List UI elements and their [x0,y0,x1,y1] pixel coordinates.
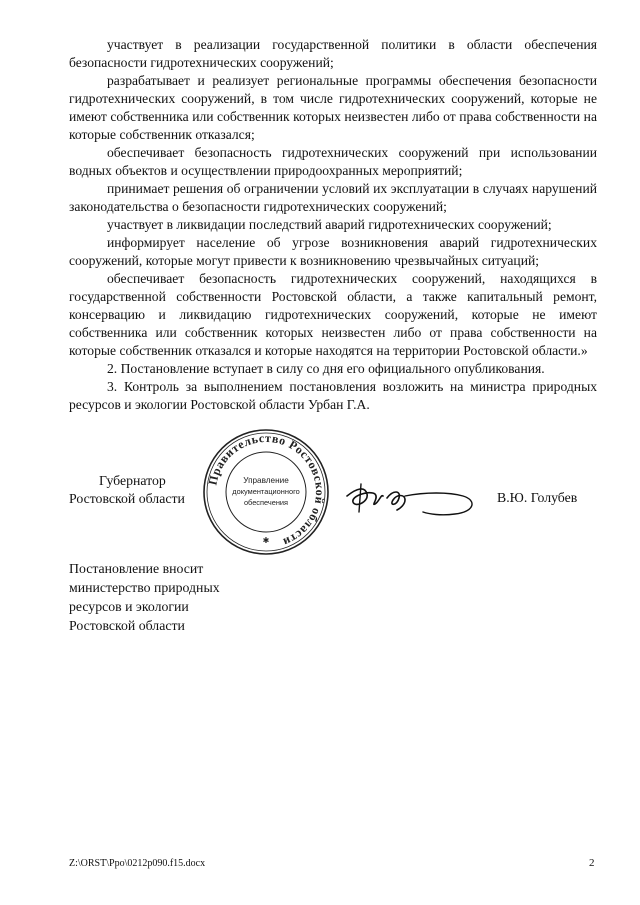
signer-name: В.Ю. Голубев [497,490,578,505]
signer-position-line2: Ростовской области [69,491,185,506]
stamp-star-icon: ✱ [262,536,270,545]
paragraph-2: разрабатывает и реализует региональные программы обеспечения безопасности гидротехнических сооружений, в том числе гидротехнических сооружений, которые не имеют собственника или собственник которых неизвестен либо от права собственности на которые собственник отказался; [69,73,597,142]
handwritten-signature [345,474,480,524]
paragraph-7: обеспечивает безопасность гидротехнических сооружений, находящихся в государственной собственности Ростовской области, а также капитальный ремонт, консервацию и ликвидацию гидротехнических сооружений, которые не имеют собственника или собственник которых неизвестен либо от права собственности на которые собственник отказался и которые находятся на территории Ростовской области.» [69,271,597,358]
paragraph-8: 2. Постановление вступает в силу со дня его официального опубликования. [107,361,545,376]
paragraph-1: участвует в реализации государственной политики в области обеспечения безопасности гидротехнических сооружений; [69,37,597,70]
footer-file-path: Z:\ORST\Ppo\0212p090.f15.docx [69,858,206,869]
paragraph-3: обеспечивает безопасность гидротехнических сооружений при использовании водных объектов и осуществлении природоохранных мероприятий; [69,145,597,178]
note-line-3: ресурсов и экологии [69,599,189,614]
note-line-4: Ростовской области [69,618,185,633]
paragraph-6: информирует население об угрозе возникновения аварий гидротехнических сооружений, которые могут привести к возникновению чрезвычайных ситуаций; [69,235,597,268]
document-body [69,36,597,414]
stamp-center-line1: Управление [243,476,289,485]
signer-position-line1: Губернатор [99,473,166,488]
stamp-center-line3: обеспечения [243,498,289,507]
stamp-ring-text: Правительство Ростовской области [205,430,328,550]
paragraph-5: участвует в ликвидации последствий аварий гидротехнических сооружений; [107,217,552,232]
submitted-by-note [69,559,220,635]
official-stamp [201,427,331,557]
stamp-center-line2: документационного [232,487,300,496]
paragraph-9: 3. Контроль за выполнением постановления возложить на министра природных ресурсов и экологии Ростовской области Урбан Г.А. [69,379,597,412]
page-number: 2 [589,857,595,869]
note-line-2: министерство природных [69,580,220,595]
paragraph-4: принимает решения об ограничении условий их эксплуатации в случаях нарушений законодательства о безопасности гидротехнических сооружений; [69,181,597,214]
note-line-1: Постановление вносит [69,561,204,576]
signer-position [69,472,185,508]
